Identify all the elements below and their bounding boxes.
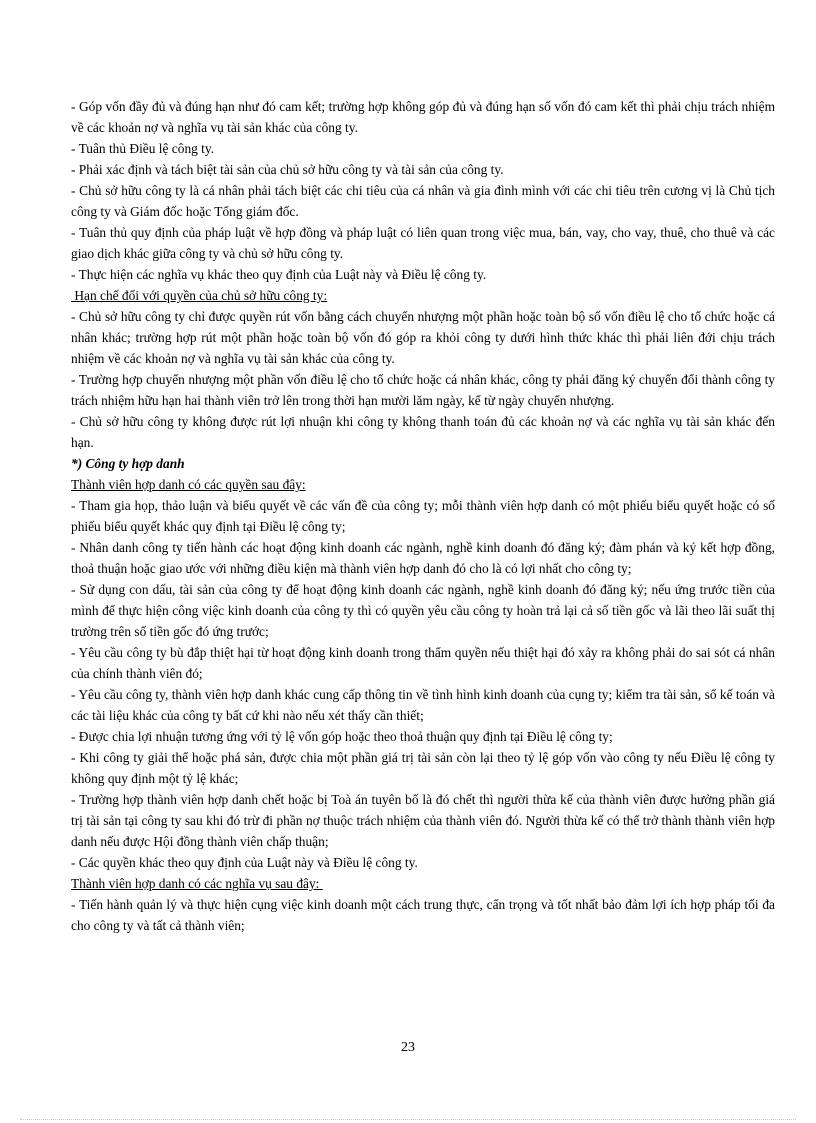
list-item: - Chủ sở hữu công ty không được rút lợi nhuận khi công ty không thanh toán đủ các khoản nợ và các nghĩa vụ tài sản khác đến hạn. — [71, 414, 775, 450]
list-item: - Tiến hành quản lý và thực hiện cụng việc kinh doanh một cách trung thực, cẩn trọng và tốt nhất bảo đảm lợi ích hợp pháp tối đa cho công ty và tất cả thành viên; — [71, 897, 775, 933]
rights-heading: Thành viên hợp danh có các quyền sau đây: — [71, 477, 306, 492]
list-item: - Trường hợp chuyển nhượng một phần vốn điều lệ cho tổ chức hoặc cá nhân khác, công ty phải đăng ký chuyển đổi thành công ty trách nhiệm hữu hạn hai thành viên trở lên trong thời hạn mười lăm ngày, kể từ ngày chuyển nhượng. — [71, 372, 775, 408]
section1-list — [71, 96, 775, 285]
list-item: - Tuân thủ Điều lệ công ty. — [71, 141, 215, 156]
list-item: - Sử dụng con dấu, tài sản của công ty để hoạt động kinh doanh các ngành, nghề kinh doanh đó đăng ký; nếu ứng trước tiền của mình để thực hiện công việc kinh doanh của công ty thì có quyền yêu cầu công ty hoàn trả lại cả số tiền gốc và lãi theo lãi suất thị trường trên số tiền gốc đó ứng trước; — [71, 582, 775, 639]
list-item: - Thực hiện các nghĩa vụ khác theo quy định của Luật này và Điều lệ công ty. — [71, 267, 487, 282]
partnership-heading: *) Công ty hợp danh — [71, 456, 185, 471]
list-item: - Được chia lợi nhuận tương ứng với tỷ lệ vốn góp hoặc theo thoả thuận quy định tại Điều lệ công ty; — [71, 729, 613, 744]
list-item: - Phải xác định và tách biệt tài sản của chủ sở hữu công ty và tài sản của công ty. — [71, 162, 504, 177]
obligations-heading: Thành viên hợp danh có các nghĩa vụ sau đây: — [71, 876, 323, 891]
obligations-list — [71, 894, 775, 936]
list-item: - Chủ sở hữu công ty chỉ được quyền rút vốn bằng cách chuyển nhượng một phần hoặc toàn bộ số vốn điều lệ cho tổ chức hoặc cá nhân khác; trường hợp rút một phần hoặc toàn bộ vốn đó góp ra khỏi công ty dưới hình thức khác thì phải liên đới chịu trách nhiệm về các khoản nợ và nghĩa vụ tài sản khác của công ty. — [71, 309, 775, 366]
restriction-heading: Hạn chế đối với quyền của chủ sở hữu công ty: — [71, 288, 328, 303]
rights-list — [71, 495, 775, 873]
list-item: - Các quyền khác theo quy định của Luật này và Điều lệ công ty. — [71, 855, 418, 870]
document-page — [71, 96, 775, 936]
list-item: - Khi công ty giải thể hoặc phá sản, được chia một phần giá trị tài sản còn lại theo tỷ lệ góp vốn vào công ty nếu Điều lệ công ty không quy định một tỷ lệ khác; — [71, 750, 775, 786]
list-item: - Tuân thủ quy định của pháp luật về hợp đồng và pháp luật có liên quan trong việc mua, bán, vay, cho vay, thuê, cho thuê và các giao dịch khác giữa công ty và chủ sở hữu công ty. — [71, 225, 775, 261]
list-item: - Góp vốn đầy đủ và đúng hạn như đó cam kết; trường hợp không góp đủ và đúng hạn số vốn đó cam kết thì phải chịu trách nhiệm về các khoản nợ và nghĩa vụ tài sản khác của công ty. — [71, 99, 775, 135]
list-item: - Nhân danh công ty tiến hành các hoạt động kinh doanh các ngành, nghề kinh doanh đó đăng ký; đàm phán và ký kết hợp đồng, thoả thuận hoặc giao ước với những điều kiện mà thành viên hợp danh đó cho là có lợi nhất cho công ty; — [71, 540, 775, 576]
list-item: - Trường hợp thành viên hợp danh chết hoặc bị Toà án tuyên bố là đó chết thì người thừa kế của thành viên được hưởng phần giá trị tài sản tại công ty sau khi đó trừ đi phần nợ thuộc trách nhiệm của thành viên đó. Người thừa kế có thể trở thành thành viên hợp danh nếu được Hội đồng thành viên chấp thuận; — [71, 792, 775, 849]
list-item: - Yêu cầu công ty, thành viên hợp danh khác cung cấp thông tin về tình hình kinh doanh của cụng ty; kiểm tra tài sản, sổ kế toán và các tài liệu khác của công ty bất cứ khi nào nếu xét thấy cần thiết; — [71, 687, 775, 723]
restriction-list — [71, 306, 775, 453]
page-divider — [20, 1119, 796, 1120]
list-item: - Chủ sở hữu công ty là cá nhân phải tách biệt các chi tiêu của cá nhân và gia đình mình với các chi tiêu trên cương vị là Chủ tịch công ty và Giám đốc hoặc Tổng giám đốc. — [71, 183, 775, 219]
list-item: - Yêu cầu công ty bù đắp thiệt hại từ hoạt động kinh doanh trong thẩm quyền nếu thiệt hại đó xảy ra không phải do sai sót cá nhân của chính thành viên đó; — [71, 645, 775, 681]
list-item: - Tham gia họp, thảo luận và biểu quyết về các vấn đề của công ty; mỗi thành viên hợp danh có một phiếu biểu quyết hoặc có số phiếu biểu quyết khác quy định tại Điều lệ công ty; — [71, 498, 775, 534]
page-number: 23 — [401, 1040, 415, 1055]
